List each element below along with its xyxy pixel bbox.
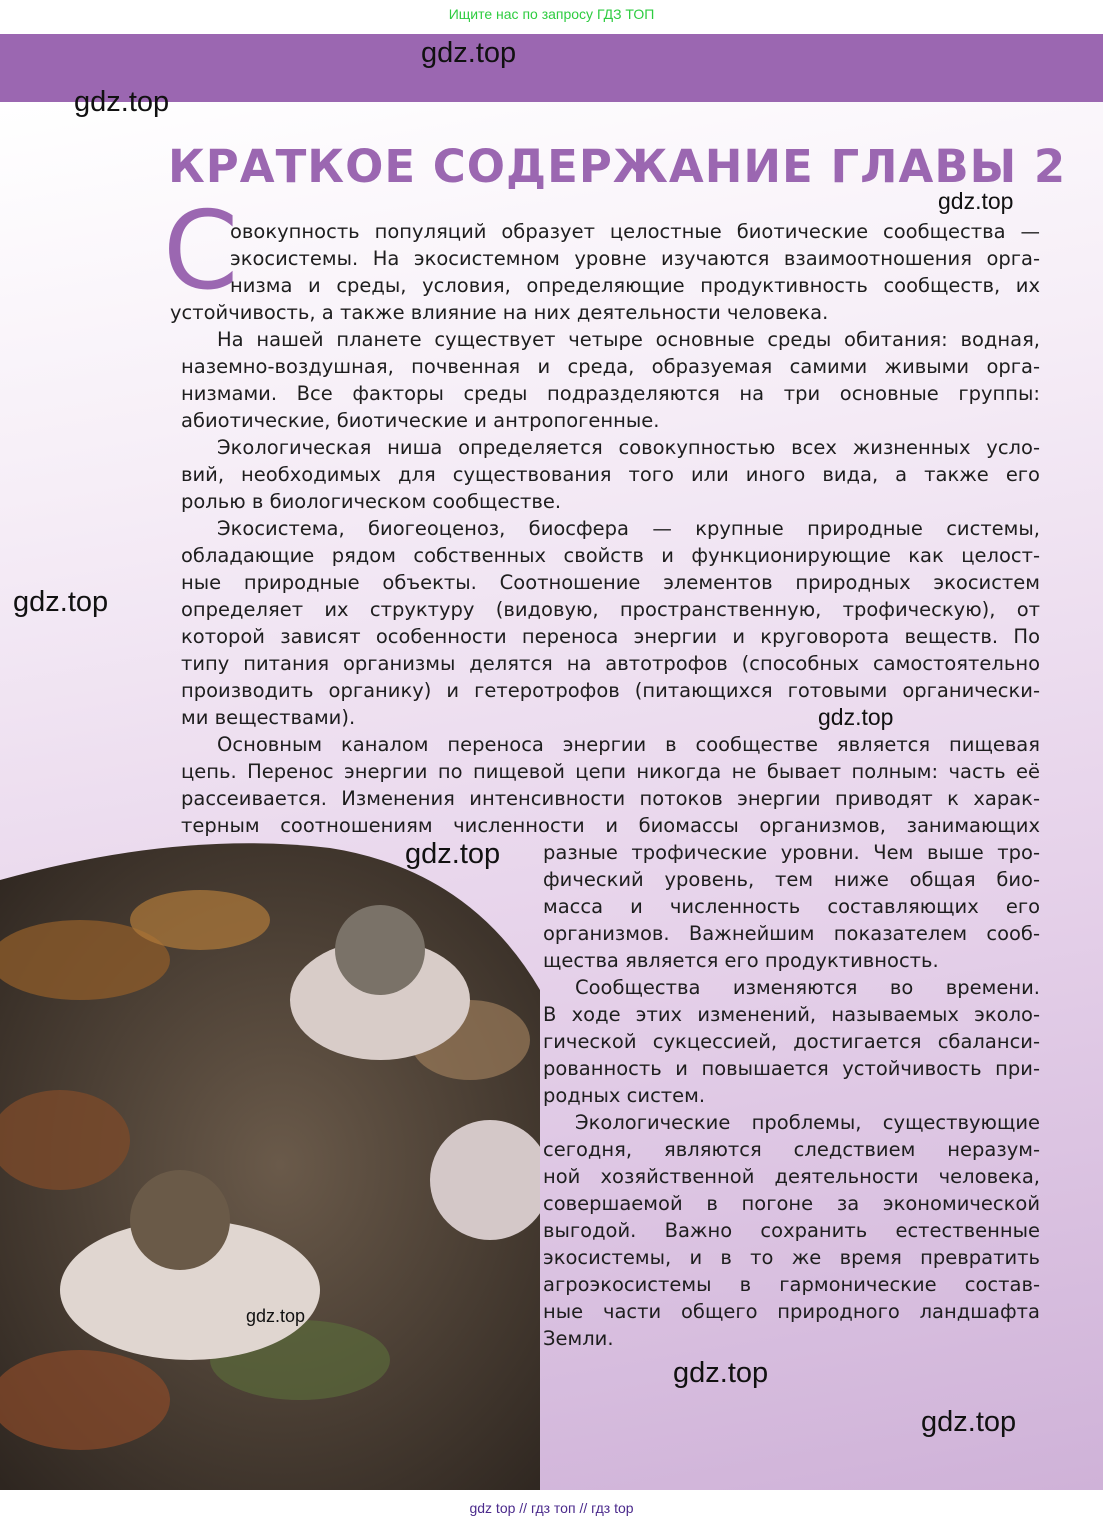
- text-line: [543, 1055, 1040, 1082]
- line-text: фический уровень, тем ниже общая био-: [543, 868, 1040, 891]
- line-text: которой зависят особенности переноса энергии и круговорота веществ. По: [181, 625, 1040, 648]
- line-text: низмами. Все факторы среды подразделяются на три основные группы:: [181, 382, 1040, 405]
- line-text: Сообщества изменяются во времени.: [575, 976, 1040, 999]
- watermark: gdz.top: [818, 704, 894, 730]
- text-line: [543, 1271, 1040, 1298]
- text-line: [543, 1028, 1040, 1055]
- text-line: [543, 1217, 1040, 1244]
- watermark: gdz.top: [405, 838, 501, 870]
- footer-links: [0, 1500, 1103, 1516]
- line-text: гической сукцессией, достигается сбаланси-: [543, 1030, 1040, 1053]
- line-text: Земли.: [543, 1327, 614, 1350]
- watermark: gdz.top: [421, 37, 517, 69]
- text-line: [181, 677, 1040, 704]
- separator: //: [579, 1500, 588, 1516]
- text-line: [217, 326, 1040, 353]
- line-text: цепь. Перенос энергии по пищевой цепи никогда не бывает полным: часть её: [181, 760, 1040, 783]
- line-text: терным соотношениям численности и биомассы организмов, занимающих: [181, 814, 1040, 837]
- text-line: [181, 623, 1040, 650]
- text-line: [181, 704, 1040, 731]
- footer-link[interactable]: гдз top: [591, 1500, 634, 1516]
- text-line: [217, 731, 1040, 758]
- line-text: устойчивость, а также влияние на них деятельности человека.: [170, 301, 829, 324]
- line-text: абиотические, биотические и антропогенные.: [181, 409, 660, 432]
- drop-cap: С: [163, 189, 239, 314]
- text-line: [543, 1244, 1040, 1271]
- line-text: Экологическая ниша определяется совокупностью всех жизненных усло-: [217, 436, 1040, 459]
- line-text: В ходе этих изменений, называемых эколо-: [543, 1003, 1040, 1026]
- watermark: gdz.top: [921, 1406, 1017, 1438]
- text-line: [543, 1190, 1040, 1217]
- text-line: [181, 407, 1040, 434]
- line-text: совершаемой в погоне за экономической: [543, 1192, 1040, 1215]
- line-text: разные трофические уровни. Чем выше тро-: [543, 841, 1040, 864]
- line-text: низма и среды, условия, определяющие продуктивность сообществ, их: [230, 274, 1040, 297]
- text-line: [181, 380, 1040, 407]
- page-title: КРАТКОЕ СОДЕРЖАНИЕ ГЛАВЫ 2: [168, 140, 1067, 193]
- text-line: [543, 1082, 1040, 1109]
- footer-link[interactable]: gdz top: [469, 1500, 516, 1516]
- text-line: [543, 1136, 1040, 1163]
- text-line: [181, 461, 1040, 488]
- text-line: [170, 299, 1040, 326]
- line-text: производить органику) и гетеротрофов (питающихся готовыми органически-: [181, 679, 1040, 702]
- text-line: [543, 839, 1040, 866]
- text-line: [543, 1325, 1040, 1352]
- line-text: родных систем.: [543, 1084, 706, 1107]
- line-text: ные части общего природного ландшафта: [543, 1300, 1040, 1323]
- text-line: [543, 893, 1040, 920]
- footer-link[interactable]: гдз топ: [530, 1500, 576, 1516]
- line-text: экосистемы. На экосистемном уровне изучаются взаимоотношения орга-: [230, 247, 1040, 270]
- line-text: ролью в биологическом сообществе.: [181, 490, 562, 513]
- line-text: типу питания организмы делятся на автотрофов (способных самостоятельно: [181, 652, 1040, 675]
- text-line: [543, 1001, 1040, 1028]
- line-text: обладающие рядом собственных свойств и функционирующие как целост-: [181, 544, 1040, 567]
- line-text: экосистемы, и в то же время превратить: [543, 1246, 1040, 1269]
- watermark: gdz.top: [13, 586, 109, 618]
- text-line: [217, 515, 1040, 542]
- line-text: ные природные объекты. Соотношение элементов природных экосистем: [181, 571, 1040, 594]
- line-text: рованность и повышается устойчивость при-: [543, 1057, 1040, 1080]
- chapter-summary-text: [0, 218, 1103, 1352]
- text-line: [217, 434, 1040, 461]
- text-line: [543, 1298, 1040, 1325]
- text-line: [230, 272, 1040, 299]
- text-line: [181, 569, 1040, 596]
- line-text: овокупность популяций образует целостные биотические сообщества —: [230, 220, 1040, 243]
- line-text: Основным каналом переноса энергии в сообществе является пищевая: [217, 733, 1040, 756]
- line-text: наземно-воздушная, почвенная и среда, образуемая самими живыми орга-: [181, 355, 1040, 378]
- watermark: gdz.top: [74, 86, 170, 118]
- watermark: gdz.top: [246, 1306, 306, 1326]
- text-line: [543, 866, 1040, 893]
- text-line: [181, 488, 1040, 515]
- search-hint-banner: Ищите нас по запросу ГДЗ ТОП: [448, 6, 655, 22]
- text-line: [181, 812, 1040, 839]
- line-text: вий, необходимых для существования того или иного вида, а также его: [181, 463, 1040, 486]
- text-line: [543, 920, 1040, 947]
- text-line: [575, 974, 1040, 1001]
- line-text: Экосистема, биогеоценоз, биосфера — крупные природные системы,: [217, 517, 1040, 540]
- line-text: щества является его продуктивность.: [543, 949, 939, 972]
- text-line: [575, 1109, 1040, 1136]
- line-text: организмов. Важнейшим показателем сооб-: [543, 922, 1040, 945]
- separator: //: [519, 1500, 528, 1516]
- text-line: [543, 1163, 1040, 1190]
- line-text: На нашей планете существует четыре основные среды обитания: водная,: [217, 328, 1040, 351]
- text-line: [543, 947, 1040, 974]
- text-line: [230, 218, 1040, 245]
- text-line: [181, 785, 1040, 812]
- watermark: gdz.top: [673, 1357, 769, 1389]
- text-line: [181, 542, 1040, 569]
- line-text: сегодня, являются следствием неразум-: [543, 1138, 1040, 1161]
- line-text: ной хозяйственной деятельности человека,: [543, 1165, 1040, 1188]
- text-line: [181, 353, 1040, 380]
- text-line: [230, 245, 1040, 272]
- text-line: [181, 650, 1040, 677]
- line-text: масса и численность составляющих его: [543, 895, 1040, 918]
- line-text: ми веществами).: [181, 706, 356, 729]
- line-text: выгодой. Важно сохранить естественные: [543, 1219, 1040, 1242]
- text-line: [181, 758, 1040, 785]
- text-line: [181, 596, 1040, 623]
- line-text: агроэкосистемы в гармонические состав-: [543, 1273, 1040, 1296]
- line-text: Экологические проблемы, существующие: [575, 1111, 1040, 1134]
- line-text: рассеивается. Изменения интенсивности потоков энергии приводят к харак-: [181, 787, 1040, 810]
- watermark: gdz.top: [938, 188, 1014, 214]
- line-text: определяет их структуру (видовую, пространственную, трофическую), от: [181, 598, 1040, 621]
